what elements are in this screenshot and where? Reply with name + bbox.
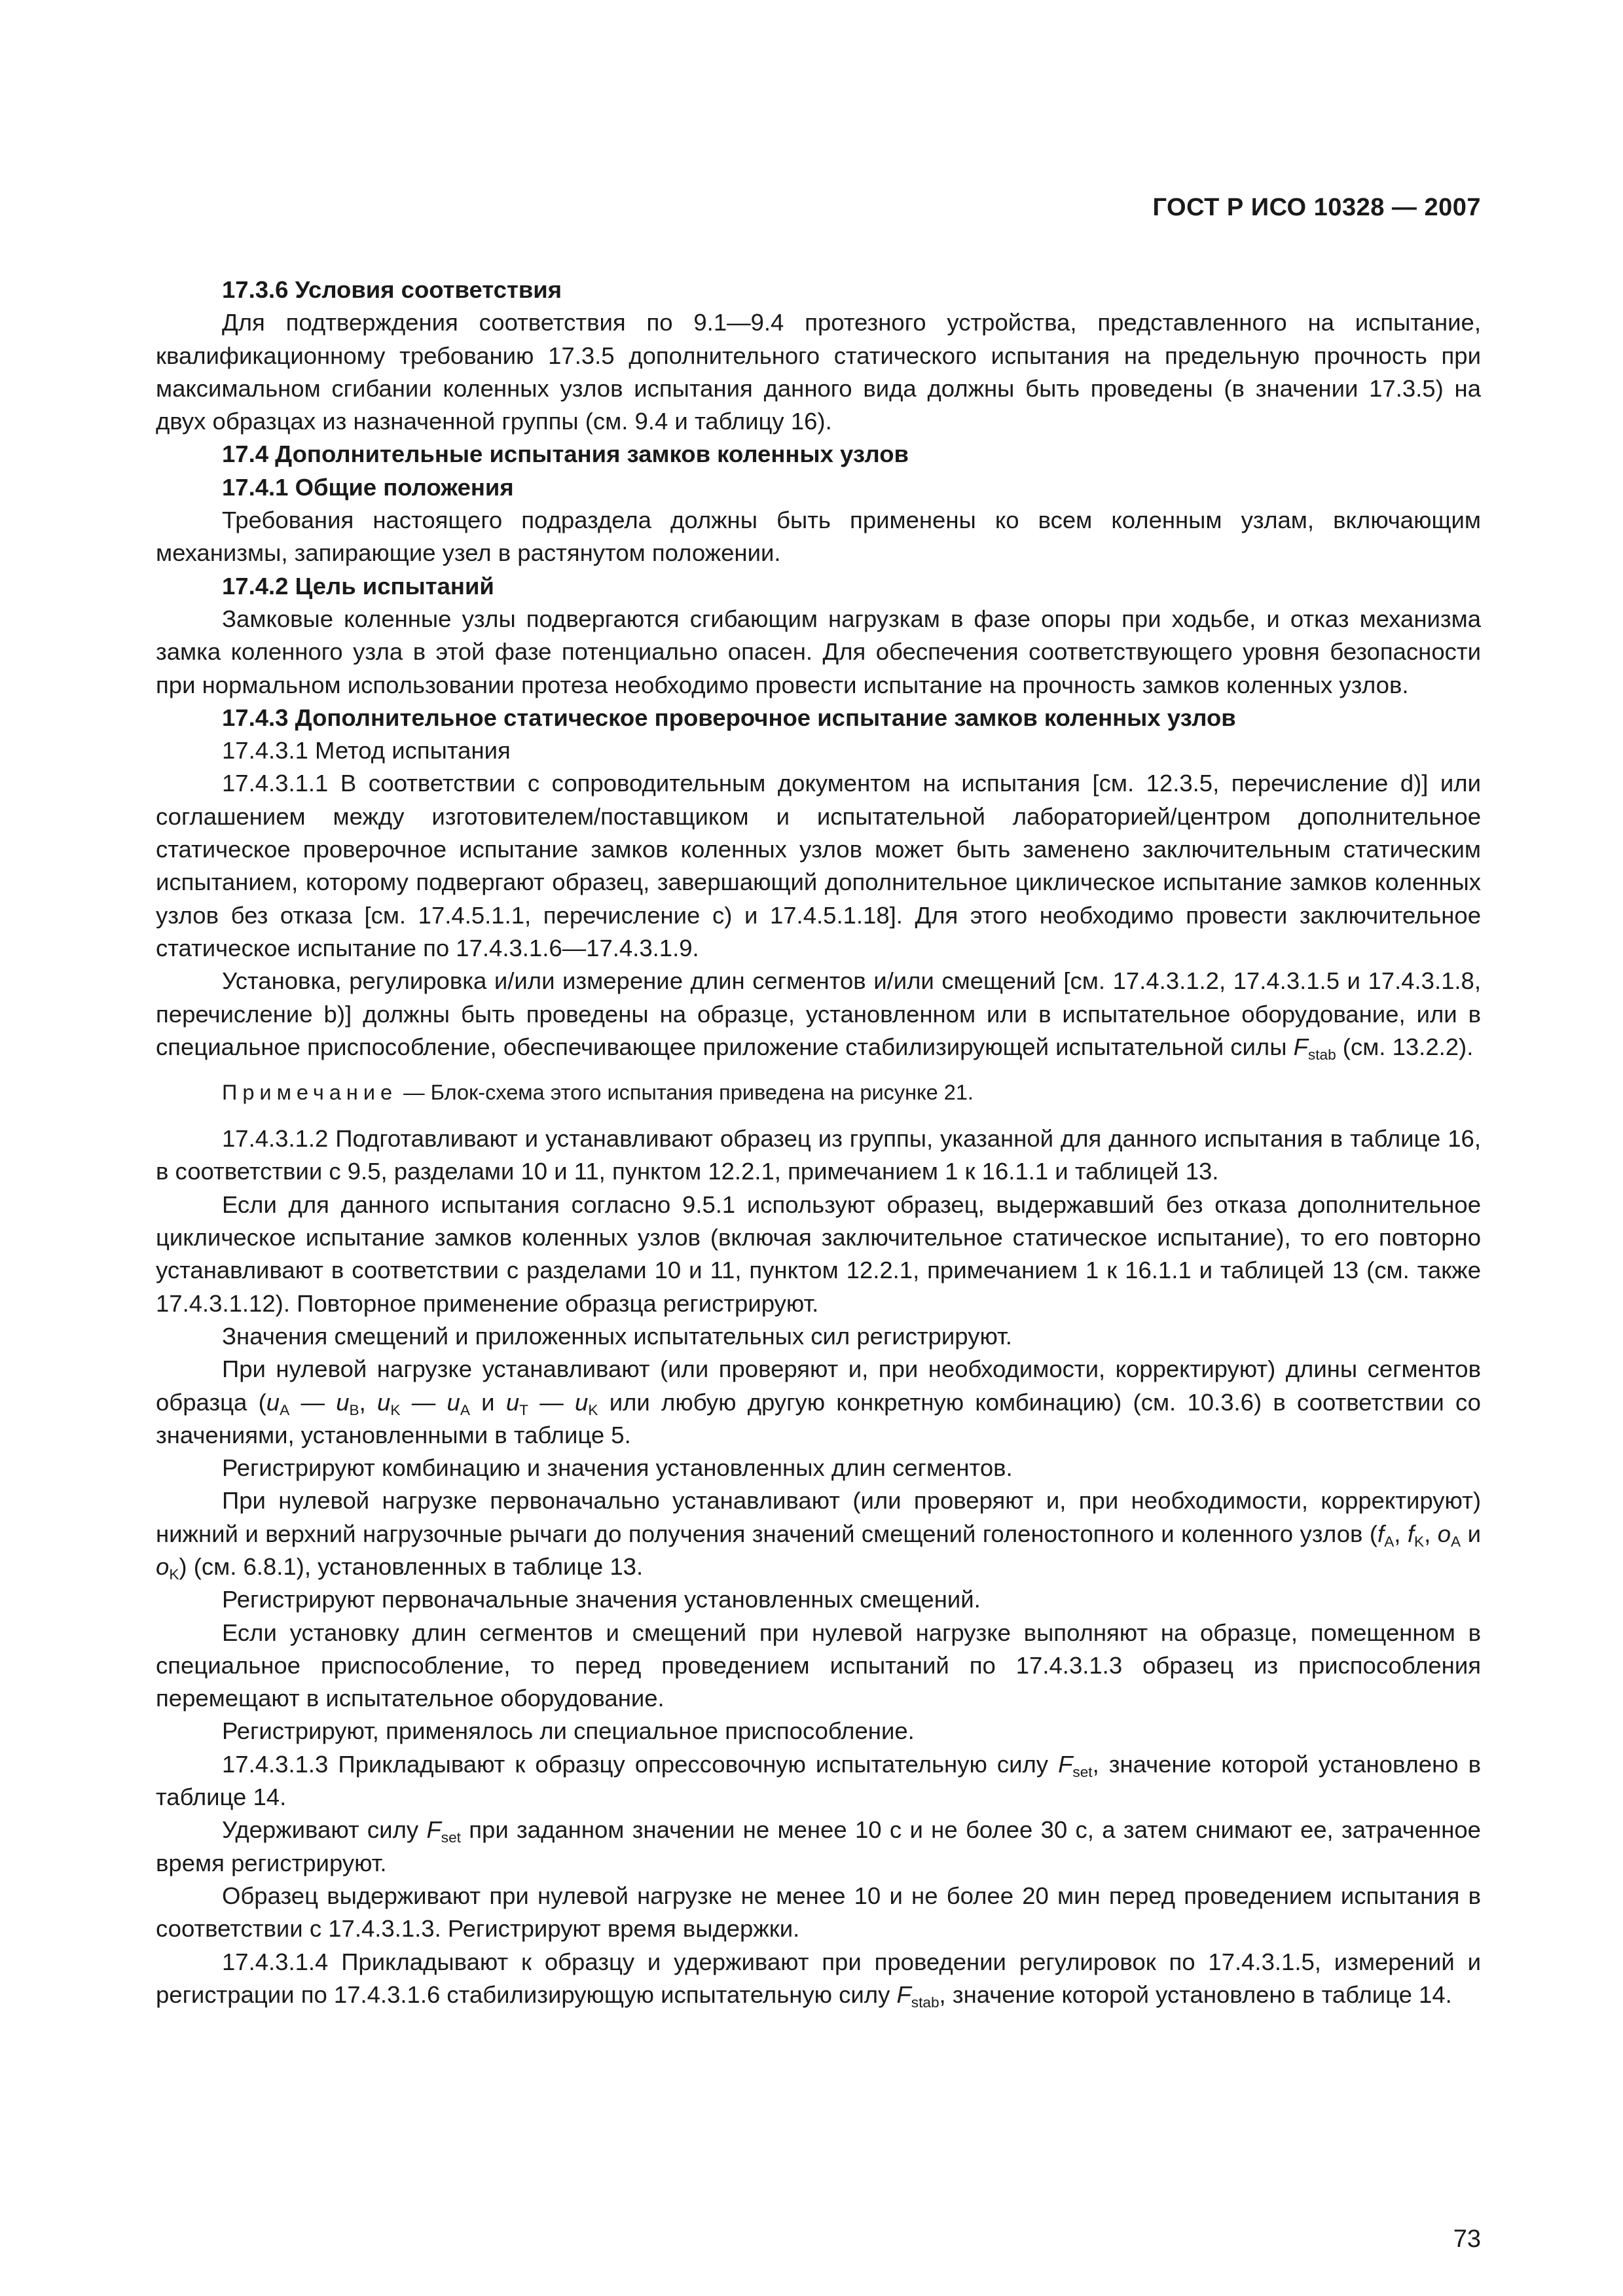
section-heading-17-4-2: 17.4.2 Цель испытаний bbox=[222, 572, 494, 600]
section-heading-17-4: 17.4 Дополнительные испытания замков коленных узлов bbox=[222, 440, 909, 468]
paragraph: 17.4.3.1.2 Подготавливают и устанавливают образец из группы, указанной для данного испытания в таблице 16, в соответствии с 9.5, разделами 10 и 11, пунктом 12.2.1, примечанием 1 к 16.1.1 и таблицей 13. bbox=[156, 1125, 1481, 1185]
paragraph: Для подтверждения соответствия по 9.1—9.4 протезного устройства, представленного на испытание, квалификационному требованию 17.3.5 дополнительного статического испытания на предельную прочность при максимальном сгибании коленных узлов испытания данного вида должны быть проведены (в значении 17.3.5) на двух образцах из назначенной группы (см. 9.4 и таблицу 16). bbox=[156, 309, 1481, 435]
section-heading-17-4-1: 17.4.1 Общие положения bbox=[222, 473, 514, 501]
paragraph: При нулевой нагрузке устанавливают (или проверяют и, при необходимости, корректируют) длины сегментов образца ($u_A$ — $u_B$, $u_K$ — $u_A$ и $u_T$ — $u_K$ или любую другую конкретную комбинацию) (см. 10.3.6) в соответствии со значениями, установленными в таблице 5. bbox=[156, 1355, 1481, 1448]
paragraph: Регистрируют первоначальные значения установленных смещений. bbox=[222, 1586, 981, 1613]
symbol-f-stab: F bbox=[1293, 1033, 1308, 1060]
note-text: — Блок-схема этого испытания приведена на рисунке 21. bbox=[397, 1081, 974, 1105]
paragraph: Регистрируют, применялось ли специальное приспособление. bbox=[222, 1717, 915, 1745]
paragraph: 17.4.3.1.1 В соответствии с сопроводительным документом на испытания [см. 12.3.5, перечисление d)] или соглашением между изготовителем/поставщиком и испытательной лабораторией/центром дополнительное статическое проверочное испытание замков коленных узлов может быть заменено заключительным статическим испытанием, которому подвергают образец, завершающий дополнительное циклическое испытание замков коленных узлов без отказа [см. 17.4.5.1.1, перечисление с) и 17.4.5.1.18]. Для этого необходимо провести заключительное статическое испытание по 17.4.3.1.6—17.4.3.1.9. bbox=[156, 770, 1481, 961]
paragraph: Замковые коленные узлы подвергаются сгибающим нагрузкам в фазе опоры при ходьбе, и отказ механизма замка коленного узла в этой фазе потенциально опасен. Для обеспечения соответствующего уровня безопасности при нормальном использовании протеза необходимо провести испытание на прочность замков коленных узлов. bbox=[156, 605, 1481, 698]
subsection-heading-17-4-3-1: 17.4.3.1 Метод испытания bbox=[222, 737, 511, 764]
page-number: 73 bbox=[1453, 2225, 1481, 2253]
paragraph: Образец выдерживают при нулевой нагрузке не менее 10 и не более 20 мин перед проведением испытания в соответствии с 17.4.3.1.3. Регистрируют время выдержки. bbox=[156, 1882, 1481, 1943]
paragraph: Установка, регулировка и/или измерение длин сегментов и/или смещений [см. 17.4.3.1.2, 17.4.3.1.5 и 17.4.3.1.8, перечисление b)] должны быть проведены на образце, установленном или в испытательное оборудование, или в специальное приспособление, обеспечивающее приложение стабилизирующей испытательной силы $F_{stab}$ (см. 13.2.2). bbox=[156, 967, 1481, 1063]
note bbox=[156, 1078, 1481, 1107]
paragraph: Требования настоящего подраздела должны быть применены ко всем коленным узлам, включающим механизмы, запирающие узел в растянутом положении. bbox=[156, 507, 1481, 567]
paragraph: Удерживают силу $F_{set}$ при заданном значении не менее 10 с и не более 30 с, а затем снимают ее, затраченное время регистрируют. bbox=[156, 1816, 1481, 1876]
paragraph: Значения смещений и приложенных испытательных сил регистрируют. bbox=[222, 1322, 1012, 1350]
paragraph: Если установку длин сегментов и смещений при нулевой нагрузке выполняют на образце, помещенном в специальное приспособление, то перед проведением испытаний по 17.4.3.1.3 образец из приспособления перемещают в испытательное оборудование. bbox=[156, 1619, 1481, 1712]
paragraph: Если для данного испытания согласно 9.5.1 используют образец, выдержавший без отказа дополнительное циклическое испытание замков коленных узлов (включая заключительное статическое испытание), то его повторно устанавливают в соответствии с разделами 10 и 11, пунктом 12.2.1, примечанием 1 к 16.1.1 и таблицей 13 (см. также 17.4.3.1.12). Повторное применение образца регистрируют. bbox=[156, 1191, 1481, 1317]
paragraph: Регистрируют комбинацию и значения установленных длин сегментов. bbox=[222, 1454, 1013, 1482]
document-body bbox=[156, 274, 1481, 2011]
paragraph: 17.4.3.1.3 Прикладывают к образцу опрессовочную испытательную силу $F_{set}$, значение которой установлено в таблице 14. bbox=[156, 1750, 1481, 1811]
paragraph: При нулевой нагрузке первоначально устанавливают (или проверяют и, при необходимости, корректируют) нижний и верхний нагрузочные рычаги до получения значений смещений голеностопного и коленного узлов ($f_A$, $f_K$, $o_A$ и $o_K$) (см. 6.8.1), установленных в таблице 13. bbox=[156, 1487, 1481, 1583]
document-header: ГОСТ Р ИСО 10328 — 2007 bbox=[1152, 194, 1481, 221]
paragraph: 17.4.3.1.4 Прикладывают к образцу и удерживают при проведении регулировок по 17.4.3.1.5, измерений и регистрации по 17.4.3.1.6 стабилизирующую испытательную силу $F_{stab}$, значение которой установлено в таблице 14. bbox=[156, 1948, 1481, 2011]
note-label: Примечание bbox=[222, 1081, 398, 1105]
section-heading-17-4-3: 17.4.3 Дополнительное статическое проверочное испытание замков коленных узлов bbox=[222, 704, 1236, 731]
section-heading-17-3-6: 17.3.6 Условия соответствия bbox=[222, 276, 562, 303]
